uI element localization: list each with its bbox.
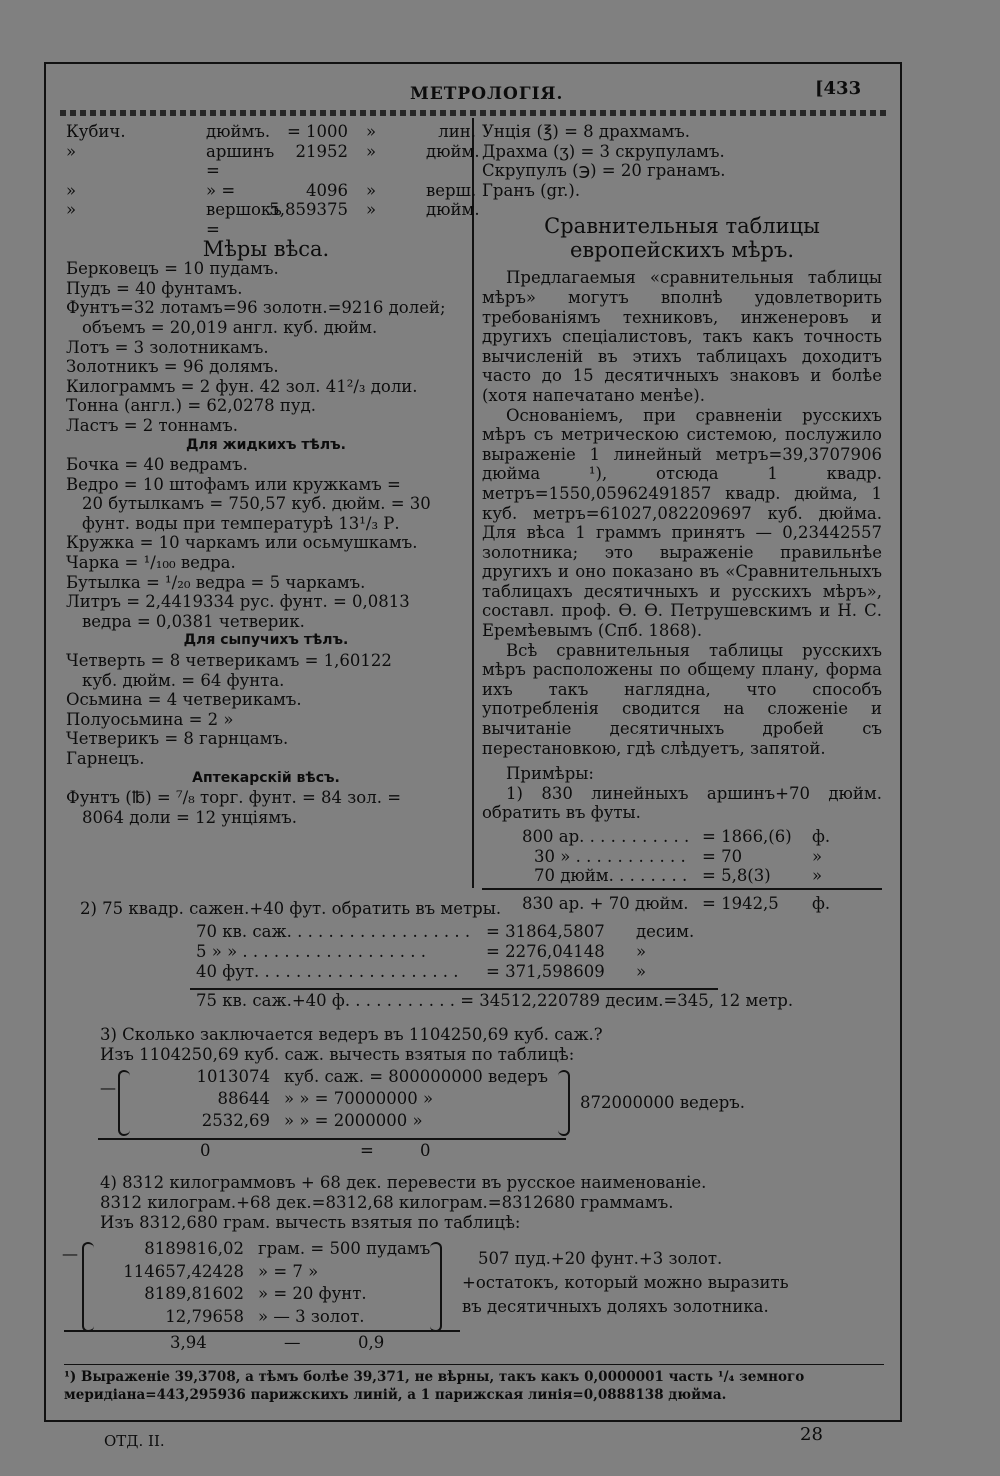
example-4-row <box>96 1238 430 1261</box>
ex2-cell: десим. <box>636 922 695 941</box>
cubic-cell: » = <box>206 180 236 200</box>
ex4-amount: 12,79658 <box>165 1306 244 1326</box>
example-4-row <box>96 1283 430 1306</box>
right-brace-2 <box>430 1242 442 1332</box>
left-brace-2 <box>82 1242 94 1332</box>
footer-page-number: 28 <box>800 1424 823 1445</box>
example-2-rows <box>196 922 696 982</box>
cubic-cell: » <box>66 200 77 220</box>
cubic-cell: » <box>366 141 377 161</box>
text-line: Скрупулъ (℈) = 20 гранамъ. <box>482 161 726 181</box>
cubic-table <box>66 122 480 240</box>
right-column <box>482 122 882 913</box>
examples-label: Примѣры: <box>506 764 594 784</box>
cubic-cell: лин. <box>438 122 476 141</box>
ex1-cell: = 70 <box>702 846 743 866</box>
liquids-list <box>66 455 466 631</box>
paragraph-1: Предлагаемыя «сравнительныя таблицы мѣръ» могутъ вполнѣ удовлетворить требованiямъ техниковъ, инженеровъ и другихъ спецiалистовъ, такъ какъ точность вычисленiй въ этихъ таблицахъ доходитъ часто до 15 десятичныхъ знаковъ и болѣе (хотя напечатано менѣе). <box>482 268 882 405</box>
cubic-cell: верш. <box>426 180 477 200</box>
example-4-rows <box>96 1238 430 1328</box>
cubic-cell: дюймъ. <box>206 122 271 141</box>
cubic-cell: 5,859375 <box>269 200 348 220</box>
ex2-cell: 5 » » . . . . . . . . . . . . . . . . . . <box>196 942 426 961</box>
example-1-row <box>482 847 882 867</box>
example-1-rows <box>482 827 882 886</box>
header-wavy-rule <box>60 110 890 116</box>
text-line: Драхма (ʒ) = 3 скрупуламъ. <box>482 141 725 161</box>
paragraph-2: Основанiемъ, при сравненiи русскихъ мѣръ съ метрическою системою, послужило выраженiе 1 линейный метръ=39,3707906 дюйма ¹), отсюда 1 квадр. метръ=1550,05962491857 квадр. дюйма, 1 куб. метръ=61027,082209697 куб. дюйма. Для вѣса 1 граммъ принятъ — 0,23442557 золотника; это выраженiе правильнѣе другихъ и оно показано въ «Сравнительныхъ таблицахъ десятичныхъ и русскихъ мѣръ», составл. проф. Ѳ. Ѳ. Петрушевскимъ и Н. С. Еремѣевымъ (Спб. 1868). <box>482 405 882 641</box>
example-4-instruction: Изъ 8312,680 грам. вычесть взятыя по таблицѣ: <box>100 1213 521 1232</box>
cubic-cell: Кубич. <box>66 122 126 141</box>
cubic-cell: дюйм. <box>426 200 480 220</box>
ex1-cell: » <box>812 866 823 886</box>
ex1-total-label: 830 ар. + 70 дюйм. <box>522 893 689 913</box>
text-line: 20 бутылкамъ = 750,57 куб. дюйм. = 30 <box>82 494 431 514</box>
ex3-conv: куб. саж. = 800000000 ведеръ <box>284 1067 549 1086</box>
apothecary-heading: Аптекарскiй вѣсъ. <box>192 769 340 786</box>
example-3-rows <box>130 1066 548 1132</box>
ex3-amount: 2532,69 <box>201 1111 270 1130</box>
ex3-amount: 88644 <box>217 1089 270 1108</box>
apothecary-list <box>66 788 466 827</box>
ex2-cell: 70 кв. саж. . . . . . . . . . . . . . . . . . <box>196 922 471 941</box>
example-1-row <box>482 866 882 886</box>
paragraph-3: Всѣ сравнительныя таблицы русскихъ мѣръ расположены по общему плану, форма ихъ такъ наглядна, что способъ употребленiя сводится на сложенiе и вычитанiе десятичныхъ дробей съ перестановкою, гдѣ слѣдуетъ, запятой. <box>482 640 882 758</box>
footer-section: ОТД. II. <box>104 1432 165 1450</box>
example-1-total <box>482 894 882 914</box>
cubic-cell: = 1000 <box>286 122 348 141</box>
ex1-cell: 800 ар. . . . . . . . . . . <box>522 827 690 846</box>
text-line: Золотникъ = 96 долямъ. <box>66 357 279 377</box>
text-line: 8064 доли = 12 унцiямъ. <box>82 807 297 827</box>
example-2-total: 75 кв. саж.+40 ф. . . . . . . . . . . = 34512,220789 десим.=345, 12 метр. <box>196 991 794 1010</box>
ex4-amount: 8189816,02 <box>144 1239 244 1258</box>
ex1-total-value: = 1942,5 <box>702 893 779 913</box>
ex3-conv: » » = 70000000 » <box>284 1089 434 1108</box>
ex1-cell: = 5,8(3) <box>702 866 771 886</box>
ex1-cell: ф. <box>812 827 831 846</box>
ex4-conv: грам. = 500 пудамъ <box>258 1239 431 1258</box>
example-1-rule <box>482 888 882 890</box>
footnote: ¹) Выраженiе 39,3708, а тѣмъ болѣе 39,371, не вѣрны, такъ какъ 0,0000001 часть ¹/₄ земного меридiана=443,295936 парижскихъ линiй, а 1 парижская линiя=0,0888138 дюйма. <box>64 1369 805 1403</box>
ex2-cell: = 2276,04148 <box>486 942 605 961</box>
cubic-cell: 4096 <box>306 180 348 200</box>
ex1-cell: = 1866,(6) <box>702 827 792 846</box>
text-line: Ластъ = 2 тоннамъ. <box>66 415 239 435</box>
text-line: Лотъ = 3 золотникамъ. <box>66 337 269 357</box>
text-line: Гарнецъ. <box>66 749 145 768</box>
text-line: Килограммъ = 2 фун. 42 зол. 41²/₃ доли. <box>66 376 418 396</box>
example-3-sum: 872000000 ведеръ. <box>580 1093 746 1112</box>
example-3-rest-a: 0 <box>200 1141 211 1160</box>
ex4-conv: » = 20 фунт. <box>258 1284 367 1303</box>
text-line: объемъ = 20,019 англ. куб. дюйм. <box>82 317 378 337</box>
text-line: Литръ = 2,4419334 рус. фунт. = 0,0813 <box>66 592 410 612</box>
example-2-row <box>196 962 696 982</box>
example-4-line2: 8312 килограм.+68 дек.=8312,68 килограм.=8312680 граммамъ. <box>100 1193 674 1212</box>
text-line: Чарка = ¹/₁₀₀ ведра. <box>66 553 236 573</box>
page-number-header: [433 <box>815 78 862 99</box>
example-4-result-1: 507 пуд.+20 фунт.+3 золот. <box>478 1249 723 1268</box>
ex4-amount: 8189,81602 <box>144 1284 244 1303</box>
example-3-rule <box>98 1138 566 1140</box>
text-line: куб. дюйм. = 64 фунта. <box>82 670 285 690</box>
cubic-cell: 21952 <box>295 141 348 161</box>
ex2-cell: » <box>636 962 647 981</box>
ex2-cell: 40 фут. . . . . . . . . . . . . . . . . . . . <box>196 962 459 981</box>
text-line: фунт. воды при температурѣ 13¹/₃ Р. <box>82 513 400 533</box>
cubic-cell: » <box>66 141 77 161</box>
example-1-text: 1) 830 линейныхъ аршинъ+70 дюйм. обратить въ футы. <box>482 783 882 823</box>
cubic-cell: » <box>66 180 77 200</box>
dry-heading: Для сыпучихъ тѣлъ. <box>183 632 349 649</box>
ex1-cell: 70 дюйм. . . . . . . . <box>534 866 688 886</box>
example-1-row <box>482 827 882 847</box>
ex4-amount: 114657,42428 <box>123 1261 244 1281</box>
example-4-rest-a: 3,94 <box>170 1333 207 1352</box>
minus-sign-2: — <box>62 1244 78 1263</box>
ex2-cell: » <box>636 942 647 961</box>
text-line: Бутылка = ¹/₂₀ ведра = 5 чаркамъ. <box>66 572 366 592</box>
cubic-cell: вершокъ = <box>206 200 282 239</box>
liquids-heading: Для жидкихъ тѣлъ. <box>186 436 346 453</box>
example-2-row <box>196 922 696 942</box>
right-brace <box>558 1070 570 1136</box>
text-line: ведра = 0,0381 четверик. <box>82 611 305 631</box>
text-line: Пудъ = 40 фунтамъ. <box>66 278 243 298</box>
ex3-conv: » » = 2000000 » <box>284 1111 423 1130</box>
ex4-conv: » = 7 » <box>258 1261 319 1281</box>
example-4-rule <box>64 1330 460 1332</box>
cubic-cell: » <box>366 122 377 141</box>
example-2-row <box>196 942 696 962</box>
example-4-rest-b: 0,9 <box>358 1333 385 1352</box>
weights-list <box>66 259 466 435</box>
example-3-row <box>130 1066 548 1088</box>
ex3-amount: 1013074 <box>196 1067 270 1086</box>
weights-heading: Мѣры вѣса. <box>202 236 330 261</box>
ex1-cell: 30 » . . . . . . . . . . . <box>534 846 686 866</box>
text-line: Фунтъ (℔) = ⁷/₈ торг. фунт. = 84 зол. = <box>66 788 402 808</box>
text-line: Берковецъ = 10 пудамъ. <box>66 259 279 279</box>
cubic-cell: » <box>366 180 377 200</box>
example-3-instruction: Изъ 1104250,69 куб. саж. вычесть взятыя по таблицѣ: <box>100 1045 575 1064</box>
apothecary-list-2 <box>482 122 882 200</box>
footnote-rule <box>64 1364 884 1365</box>
example-3-rest-eq: = <box>360 1141 374 1160</box>
text-line: Кружка = 10 чаркамъ или осьмушкамъ. <box>66 533 418 553</box>
text-line: Гранъ (gr.). <box>482 180 581 200</box>
ex1-cell: » <box>812 846 823 866</box>
text-line: Бочка = 40 ведрамъ. <box>66 455 248 475</box>
text-line: Четверть = 8 четверикамъ = 1,60122 <box>66 651 392 671</box>
example-4-rest-dash: — <box>284 1333 301 1352</box>
ex4-conv: » — 3 золот. <box>258 1306 365 1326</box>
text-line: Фунтъ=32 лотамъ=96 золотн.=9216 долей; <box>66 298 446 318</box>
ex2-cell: = 371,598609 <box>486 962 605 981</box>
cubic-cell: » <box>366 200 377 220</box>
text-line: Полуосьмина = 2 » <box>66 709 234 729</box>
text-line: Ведро = 10 штофамъ или кружкамъ = <box>66 474 401 494</box>
text-line: Тонна (англ.) = 62,0278 пуд. <box>66 396 316 416</box>
left-column <box>66 122 480 827</box>
text-line: Четверикъ = 8 гарнцамъ. <box>66 729 289 749</box>
example-3-question: 3) Сколько заключается ведеръ въ 1104250,69 куб. саж.? <box>100 1025 603 1044</box>
text-line: Осьмина = 4 четверикамъ. <box>66 690 302 710</box>
example-4-question: 4) 8312 килограммовъ + 68 дек. перевести въ русское наименованiе. <box>100 1173 707 1192</box>
example-2-text: 2) 75 квадр. сажен.+40 фут. обратить въ метры. <box>80 899 502 918</box>
example-4-result-3: въ десятичныхъ доляхъ золотника. <box>462 1297 769 1316</box>
comparison-heading: Сравнительныя таблицы европейскихъ мѣръ. <box>544 214 820 263</box>
text-line: Унцiя (℥) = 8 драхмамъ. <box>482 122 691 141</box>
example-3-rest-b: 0 <box>420 1141 431 1160</box>
example-3-row <box>130 1088 548 1110</box>
example-3-row <box>130 1110 548 1132</box>
left-brace <box>118 1070 130 1136</box>
page-header-title: МЕТРОЛОГIЯ. <box>410 84 564 104</box>
cubic-cell: дюйм. <box>426 141 480 161</box>
example-4-row <box>96 1261 430 1284</box>
minus-sign: — <box>100 1078 116 1097</box>
ex1-total-unit: ф. <box>812 893 831 913</box>
ex2-cell: = 31864,5807 <box>486 922 605 941</box>
example-4-result-2: +остатокъ, который можно выразить <box>462 1273 789 1292</box>
example-4-row <box>96 1306 430 1329</box>
cubic-cell: аршинъ = <box>206 141 275 181</box>
dry-list <box>66 651 466 769</box>
